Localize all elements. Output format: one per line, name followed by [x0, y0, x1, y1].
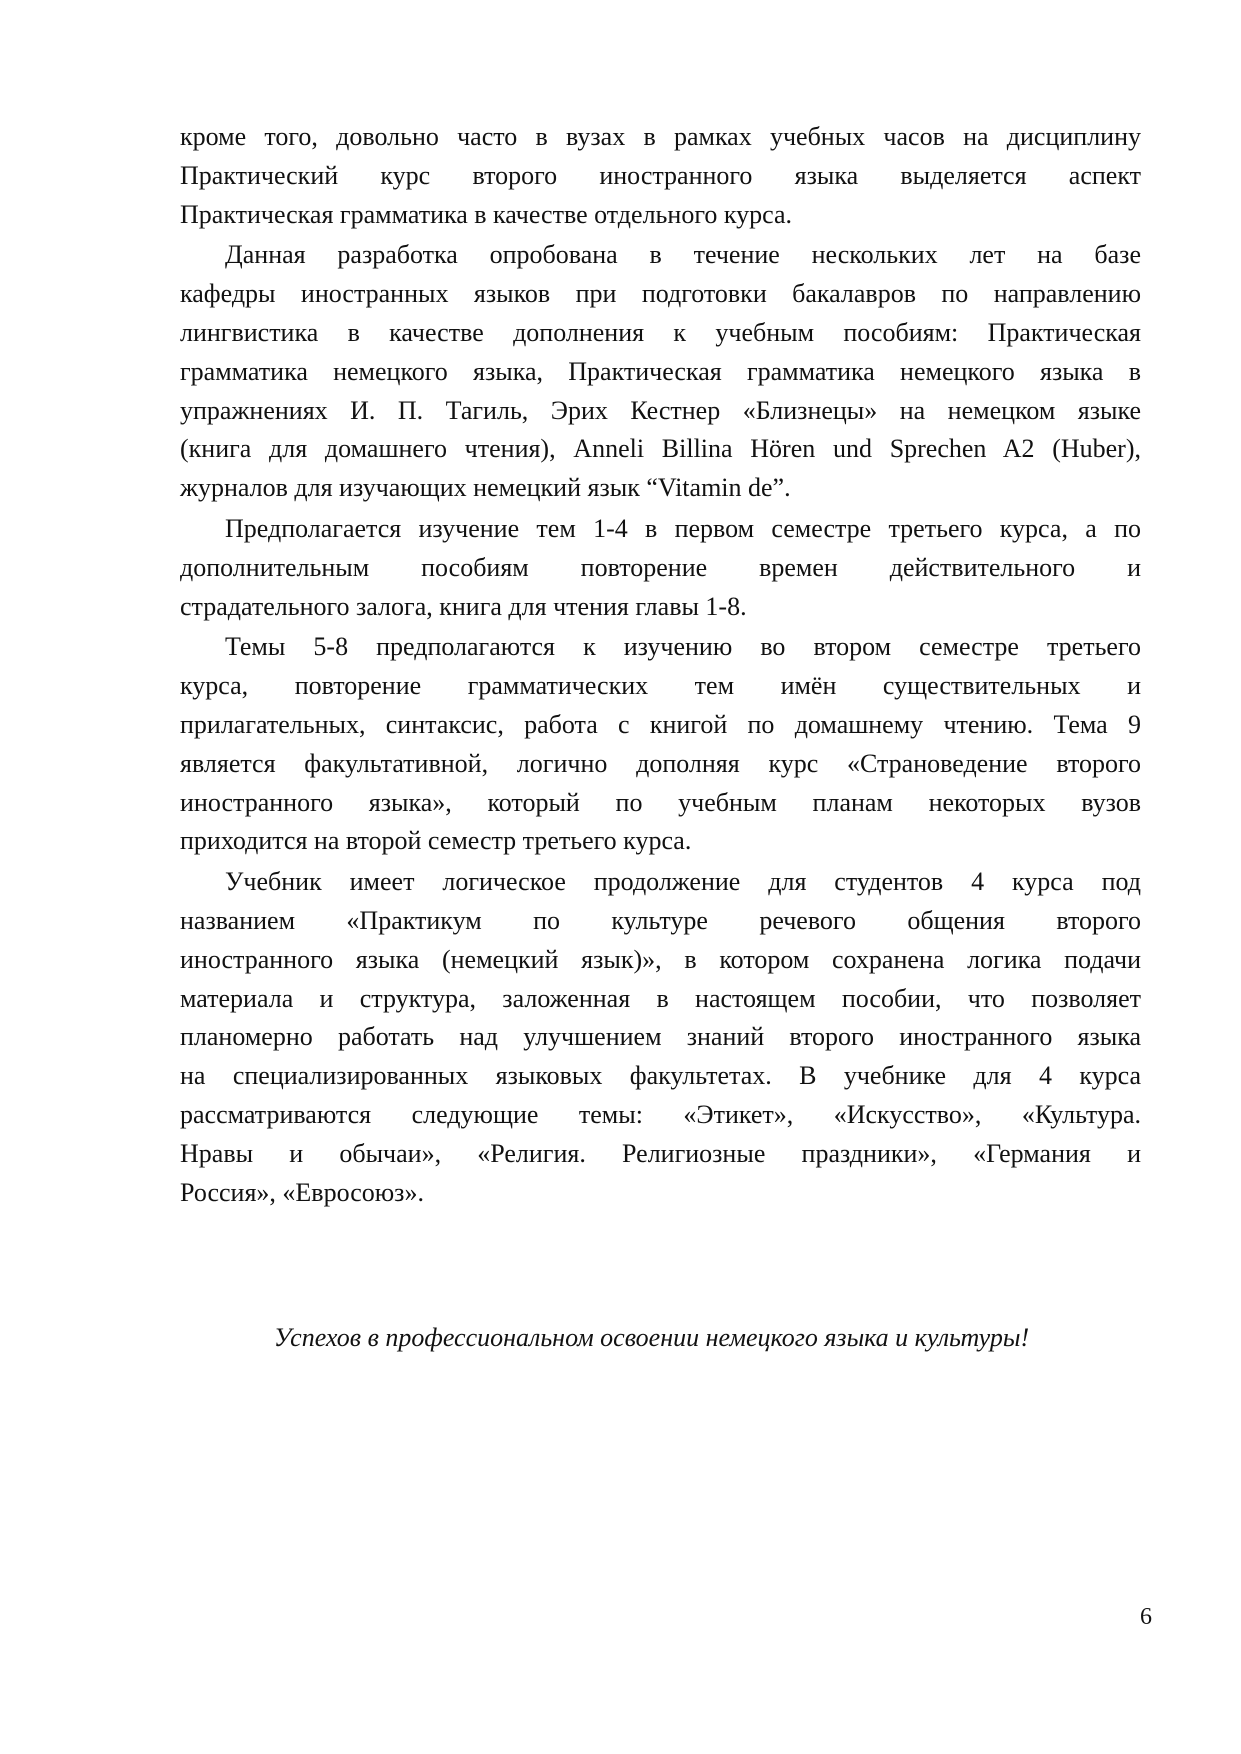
text-line: Нравы и обычаи», «Религия. Религиозные праздники», «Германия и	[180, 1138, 1141, 1168]
text-line: планомерно работать над улучшением знаний второго иностранного языка	[180, 1022, 1141, 1052]
text-line: упражнениях И. П. Тагиль, Эрих Кестнер «Близнецы» на немецком языке	[180, 395, 1141, 425]
text-line: журналов для изучающих немецкий язык “Vitamin de”.	[180, 473, 791, 503]
text-line: лингвистика в качестве дополнения к учебным пособиям: Практическая	[180, 317, 1141, 347]
text-line: материала и структура, заложенная в настоящем пособии, что позволяет	[180, 983, 1141, 1013]
text-line: на специализированных языковых факультетах. В учебнике для 4 курса	[180, 1061, 1141, 1091]
text-line: иностранного языка (немецкий язык)», в котором сохранена логика подачи	[180, 944, 1141, 974]
text-line: прилагательных, синтаксис, работа с книгой по домашнему чтению. Тема 9	[180, 709, 1141, 739]
text-line: Данная разработка опробована в течение нескольких лет на базе	[225, 240, 1141, 270]
text-line: является факультативной, логично дополняя курс «Страноведение второго	[180, 748, 1141, 778]
text-line: страдательного залога, книга для чтения главы 1-8.	[180, 591, 747, 621]
paragraph	[180, 863, 1141, 1212]
paragraph	[180, 236, 1141, 508]
text-line: названием «Практикум по культуре речевого общения второго	[180, 905, 1141, 935]
text-line: (книга для домашнего чтения), Anneli Billina Hören und Sprechen A2 (Huber),	[180, 434, 1141, 464]
text-line: Предполагается изучение тем 1-4 в первом семестре третьего курса, а по	[225, 513, 1141, 543]
text-line: грамматика немецкого языка, Практическая грамматика немецкого языка в	[180, 356, 1141, 386]
text-line: рассматриваются следующие темы: «Этикет», «Искусство», «Культура.	[180, 1099, 1141, 1129]
text-line: кроме того, довольно часто в вузах в рамках учебных часов на дисциплину	[180, 122, 1141, 151]
text-line: иностранного языка», который по учебным планам некоторых вузов	[180, 787, 1141, 817]
text-line: кафедры иностранных языков при подготовки бакалавров по направлению	[180, 279, 1141, 309]
paragraph	[180, 118, 1141, 234]
page-number: 6	[1140, 1604, 1152, 1630]
closing-wish: Успехов в профессиональном освоении немецкого языка и культуры!	[273, 1323, 1030, 1352]
text-line: курса, повторение грамматических тем имён существительных и	[180, 671, 1141, 701]
text-line: приходится на второй семестр третьего курса.	[180, 826, 692, 856]
text-line: Практический курс второго иностранного языка выделяется аспект	[180, 160, 1141, 190]
text-line: Россия», «Евросоюз».	[180, 1177, 424, 1207]
body-text	[180, 118, 1141, 1214]
paragraph	[180, 628, 1141, 861]
paragraph	[180, 510, 1141, 626]
text-line: Практическая грамматика в качестве отдельного курса.	[180, 199, 792, 229]
text-line: дополнительным пособиям повторение времен действительного и	[180, 552, 1141, 582]
text-line: Учебник имеет логическое продолжение для студентов 4 курса под	[225, 867, 1141, 897]
text-line: Темы 5-8 предполагаются к изучению во втором семестре третьего	[225, 632, 1141, 662]
